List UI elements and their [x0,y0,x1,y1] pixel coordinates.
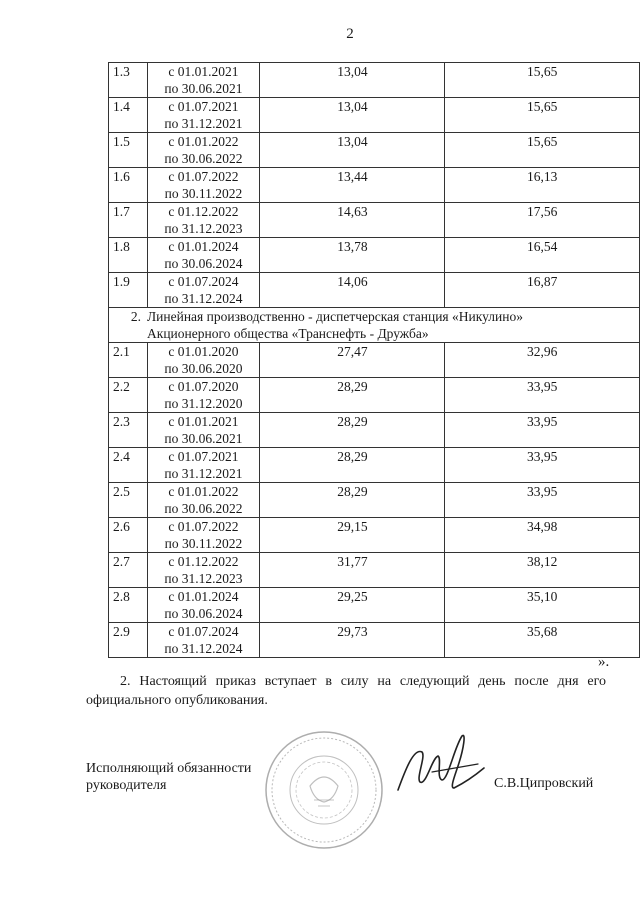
row-number: 2.5 [109,483,148,518]
period-cell [147,168,260,203]
row-number: 2.2 [109,378,148,413]
period-to: по 30.06.2020 [164,361,243,376]
effective-date-paragraph: 2. Настоящий приказ вступает в силу на следующий день после дня его официального опубликования. [86,674,606,708]
period-from: с 01.07.2022 [168,169,239,184]
tariff-value-1: 29,15 [260,518,445,553]
period-cell [147,203,260,238]
handwritten-signature-icon [392,728,492,798]
period-cell [147,588,260,623]
period-cell [147,63,260,98]
tariff-value-2: 33,95 [445,448,640,483]
table-row [109,343,640,378]
period-from: с 01.07.2021 [168,99,239,114]
tariff-value-2: 16,54 [445,238,640,273]
period-to: по 30.11.2022 [164,536,243,551]
tariff-value-2: 15,65 [445,133,640,168]
period-cell [147,553,260,588]
table-row [109,553,640,588]
page-number: 2 [346,26,354,42]
row-number: 2.9 [109,623,148,658]
period-to: по 31.12.2024 [164,641,243,656]
period-from: с 01.07.2024 [168,274,239,289]
tariff-value-2: 16,13 [445,168,640,203]
period-from: с 01.01.2024 [168,239,239,254]
tariff-value-2: 38,12 [445,553,640,588]
row-number: 2.4 [109,448,148,483]
period-to: по 30.06.2021 [164,431,243,446]
table-row [109,273,640,308]
tariff-value-2: 34,98 [445,518,640,553]
tariff-value-1: 13,44 [260,168,445,203]
period-to: по 31.12.2023 [164,221,243,236]
tariff-value-2: 15,65 [445,63,640,98]
tariff-value-1: 28,29 [260,483,445,518]
period-cell [147,623,260,658]
tariff-value-2: 35,10 [445,588,640,623]
tariff-value-1: 14,06 [260,273,445,308]
tariff-value-2: 33,95 [445,483,640,518]
signatory-title [86,760,286,794]
tariff-value-1: 13,04 [260,63,445,98]
table-row [109,98,640,133]
tariff-value-1: 13,78 [260,238,445,273]
tariff-value-1: 28,29 [260,378,445,413]
period-from: с 01.01.2021 [168,414,239,429]
row-number: 2.3 [109,413,148,448]
period-from: с 01.01.2022 [168,484,239,499]
period-to: по 30.11.2022 [164,186,243,201]
period-from: с 01.01.2024 [168,589,239,604]
tariff-value-1: 14,63 [260,203,445,238]
tariff-value-2: 33,95 [445,413,640,448]
period-cell [147,133,260,168]
row-number: 2.6 [109,518,148,553]
period-to: по 31.12.2021 [164,466,243,481]
row-number: 2.8 [109,588,148,623]
table-row [109,483,640,518]
period-from: с 01.01.2021 [168,64,239,79]
period-cell [147,518,260,553]
signatory-name: С.В.Ципровский [494,776,594,791]
table-row [109,588,640,623]
period-from: с 01.07.2021 [168,449,239,464]
table-row [109,448,640,483]
tariff-value-1: 28,29 [260,413,445,448]
table-row [109,133,640,168]
period-cell [147,448,260,483]
period-cell [147,483,260,518]
period-cell [147,98,260,133]
period-cell [147,238,260,273]
tariff-value-1: 27,47 [260,343,445,378]
tariff-value-1: 13,04 [260,133,445,168]
row-number: 1.6 [109,168,148,203]
signatory-title-line2: руководителя [86,778,167,793]
period-to: по 30.06.2022 [164,151,243,166]
row-number: 1.7 [109,203,148,238]
tariff-value-1: 29,73 [260,623,445,658]
period-to: по 30.06.2021 [164,81,243,96]
period-from: с 01.07.2020 [168,379,239,394]
row-number: 1.9 [109,273,148,308]
table-row [109,378,640,413]
row-number: 1.3 [109,63,148,98]
period-from: с 01.12.2022 [168,554,239,569]
row-number: 1.4 [109,98,148,133]
table-row [109,518,640,553]
table-row [109,203,640,238]
tariff-value-2: 16,87 [445,273,640,308]
period-to: по 31.12.2020 [164,396,243,411]
period-to: по 31.12.2023 [164,571,243,586]
table-row [109,413,640,448]
table-row [109,238,640,273]
section-title-line1: Линейная производственно - диспетчерская станция «Никулино» [147,309,523,324]
period-cell [147,378,260,413]
row-number: 2.7 [109,553,148,588]
period-cell [147,273,260,308]
row-number: 1.5 [109,133,148,168]
period-from: с 01.07.2024 [168,624,239,639]
tariff-value-1: 29,25 [260,588,445,623]
section-title-line2: Акционерного общества «Транснефть - Дружба» [147,326,429,341]
period-to: по 31.12.2024 [164,291,243,306]
tariff-value-2: 15,65 [445,98,640,133]
closing-quote: ». [598,654,610,670]
period-from: с 01.07.2022 [168,519,239,534]
table-section-row [109,308,640,343]
tariff-table [108,62,640,658]
official-seal-icon [262,728,386,852]
tariff-value-1: 31,77 [260,553,445,588]
tariff-value-2: 17,56 [445,203,640,238]
tariff-value-1: 28,29 [260,448,445,483]
table-row [109,63,640,98]
period-to: по 30.06.2024 [164,606,243,621]
tariff-value-1: 13,04 [260,98,445,133]
period-to: по 30.06.2024 [164,256,243,271]
section-title [147,308,639,343]
period-to: по 31.12.2021 [164,116,243,131]
period-cell [147,343,260,378]
tariff-value-2: 35,68 [445,623,640,658]
period-from: с 01.01.2022 [168,134,239,149]
table-row [109,623,640,658]
tariff-value-2: 33,95 [445,378,640,413]
signatory-title-line1: Исполняющий обязанности [86,761,252,776]
period-from: с 01.01.2020 [168,344,239,359]
tariff-value-2: 32,96 [445,343,640,378]
tariff-table-body [109,63,640,658]
section-number: 2. [109,308,148,343]
row-number: 1.8 [109,238,148,273]
period-from: с 01.12.2022 [168,204,239,219]
row-number: 2.1 [109,343,148,378]
period-to: по 30.06.2022 [164,501,243,516]
period-cell [147,413,260,448]
table-row [109,168,640,203]
